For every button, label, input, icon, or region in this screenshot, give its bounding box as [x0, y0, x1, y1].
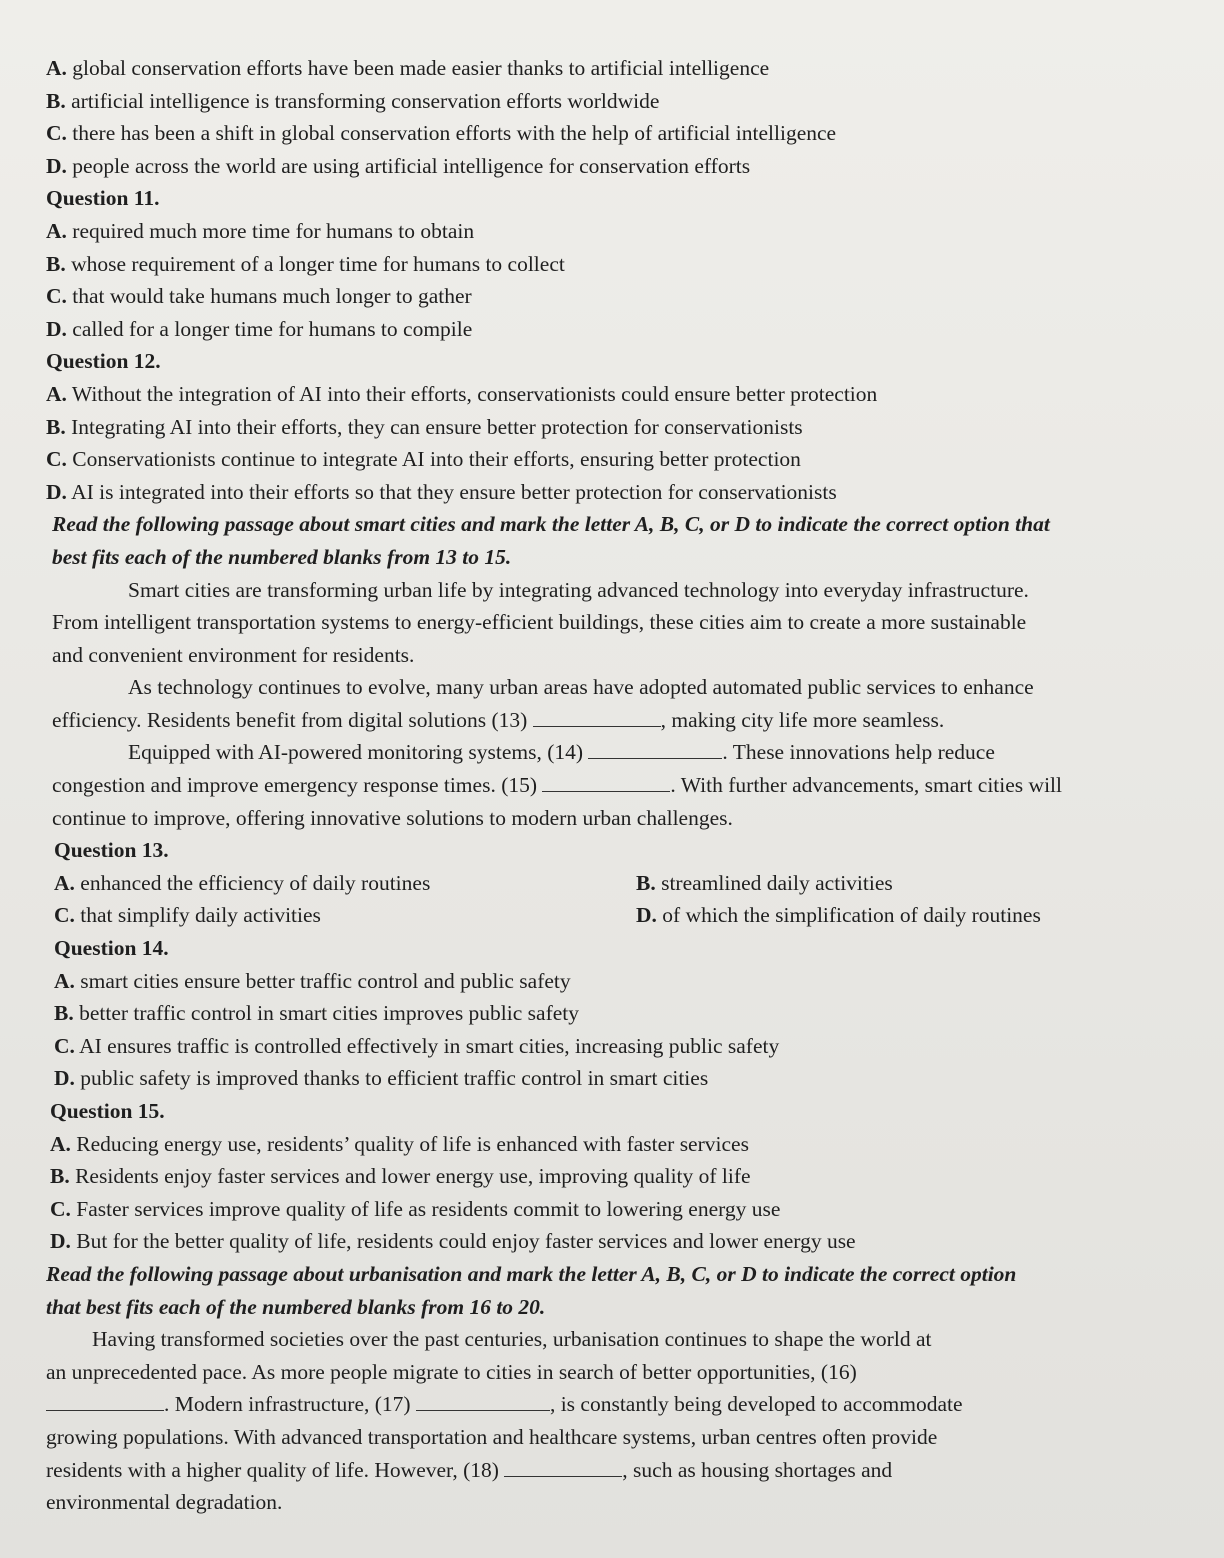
passage-line: congestion and improve emergency response times. (15) . With further advancements, smart cities will: [52, 773, 1062, 798]
q10-option-b[interactable]: B. artificial intelligence is transforming conservation efforts worldwide: [46, 88, 660, 113]
question-13-title: Question 13.: [54, 838, 169, 863]
q14-option-a[interactable]: A. smart cities ensure better traffic control and public safety: [54, 968, 571, 993]
q11-option-c[interactable]: C. that would take humans much longer to gather: [46, 284, 472, 309]
q13-option-d[interactable]: D. of which the simplification of daily routines: [636, 903, 1041, 928]
passage-line: residents with a higher quality of life. However, (18) , such as housing shortages and: [46, 1457, 893, 1482]
blank-18[interactable]: [504, 1456, 622, 1477]
q14-option-d[interactable]: D. public safety is improved thanks to efficient traffic control in smart cities: [54, 1066, 709, 1091]
instruction-16-20: [46, 1258, 1184, 1323]
q11-option-a[interactable]: A. required much more time for humans to obtain: [46, 218, 475, 243]
q12-option-c[interactable]: C. Conservationists continue to integrate AI into their efforts, ensuring better protection: [46, 447, 801, 472]
passage-smart-cities: [46, 574, 1184, 835]
passage-line: environmental degradation.: [46, 1490, 283, 1515]
question-12-title: Question 12.: [46, 349, 161, 374]
question-11-title: Question 11.: [46, 186, 160, 211]
q11-option-b[interactable]: B. whose requirement of a longer time for humans to collect: [46, 251, 565, 276]
q13-option-b[interactable]: B. streamlined daily activities: [636, 870, 893, 895]
blank-13[interactable]: [533, 706, 661, 727]
question-12: [46, 345, 1184, 508]
q15-option-c[interactable]: C. Faster services improve quality of life as residents commit to lowering energy use: [50, 1196, 781, 1221]
blank-15[interactable]: [542, 771, 670, 792]
q10-options: [46, 52, 1184, 182]
question-14-title: Question 14.: [54, 936, 169, 961]
q15-option-d[interactable]: D. But for the better quality of life, residents could enjoy faster services and lower energy use: [50, 1229, 856, 1254]
question-15: [46, 1095, 1184, 1258]
passage-line: and convenient environment for residents.: [52, 642, 415, 667]
q13-row-1: [54, 867, 1184, 900]
instruction-16-20-line-2: that best fits each of the numbered blanks from 16 to 20.: [46, 1294, 546, 1319]
q10-option-c[interactable]: C. there has been a shift in global conservation efforts with the help of artificial intelligence: [46, 121, 837, 146]
q10-option-d[interactable]: D. people across the world are using artificial intelligence for conservation efforts: [46, 153, 751, 178]
q12-option-b[interactable]: B. Integrating AI into their efforts, they can ensure better protection for conservationists: [46, 414, 803, 439]
question-11: [46, 182, 1184, 345]
passage-line: Having transformed societies over the past centuries, urbanisation continues to shape the world at: [92, 1327, 932, 1352]
q10-option-a[interactable]: A. global conservation efforts have been made easier thanks to artificial intelligence: [46, 56, 770, 80]
q13-row-2: [54, 899, 1184, 932]
q13-option-a[interactable]: A. enhanced the efficiency of daily routines: [54, 870, 431, 895]
passage-line: continue to improve, offering innovative solutions to modern urban challenges.: [52, 805, 733, 830]
q12-option-a[interactable]: A. Without the integration of AI into their efforts, conservationists could ensure better protection: [46, 381, 878, 406]
passage-line: As technology continues to evolve, many urban areas have adopted automated public services to enhance: [128, 675, 1034, 700]
blank-17[interactable]: [416, 1390, 550, 1411]
passage-line: an unprecedented pace. As more people migrate to cities in search of better opportunities, (16): [46, 1359, 857, 1384]
passage-line: . Modern infrastructure, (17) , is constantly being developed to accommodate: [46, 1388, 1184, 1421]
passage-line: Smart cities are transforming urban life by integrating advanced technology into everyday infrastructure.: [128, 577, 1029, 602]
q11-option-d[interactable]: D. called for a longer time for humans to compile: [46, 316, 473, 341]
q15-option-a[interactable]: A. Reducing energy use, residents’ quality of life is enhanced with faster services: [50, 1131, 749, 1156]
q12-option-d[interactable]: D. AI is integrated into their efforts so that they ensure better protection for conservationists: [46, 479, 837, 504]
instruction-13-15: [46, 508, 1184, 573]
question-15-title: Question 15.: [50, 1099, 165, 1123]
q14-option-c[interactable]: C. AI ensures traffic is controlled effectively in smart cities, increasing public safety: [54, 1033, 780, 1058]
passage-line: efficiency. Residents benefit from digital solutions (13) , making city life more seamless.: [52, 707, 945, 732]
instruction-16-20-line-1: Read the following passage about urbanisation and mark the letter A, B, C, or D to indicate the correct option: [46, 1261, 1017, 1286]
q15-option-b[interactable]: B. Residents enjoy faster services and lower energy use, improving quality of life: [50, 1164, 751, 1189]
blank-14[interactable]: [588, 738, 722, 759]
question-13: [46, 834, 1184, 932]
passage-line: growing populations. With advanced transportation and healthcare systems, urban centres often provide: [46, 1424, 938, 1449]
q13-option-c[interactable]: C. that simplify daily activities: [54, 903, 321, 928]
passage-line: Equipped with AI-powered monitoring systems, (14) . These innovations help reduce: [128, 740, 995, 765]
q14-option-b[interactable]: B. better traffic control in smart cities improves public safety: [54, 1001, 580, 1026]
blank-16[interactable]: [46, 1390, 164, 1411]
passage-urbanisation: [46, 1323, 1184, 1519]
question-14: [46, 932, 1184, 1095]
instruction-13-15-line-1: Read the following passage about smart cities and mark the letter A, B, C, or D to indicate the correct option that: [52, 512, 1050, 537]
instruction-13-15-line-2: best fits each of the numbered blanks from 13 to 15.: [52, 544, 512, 569]
passage-line: From intelligent transportation systems to energy-efficient buildings, these cities aim to create a more sustainable: [52, 610, 1027, 635]
